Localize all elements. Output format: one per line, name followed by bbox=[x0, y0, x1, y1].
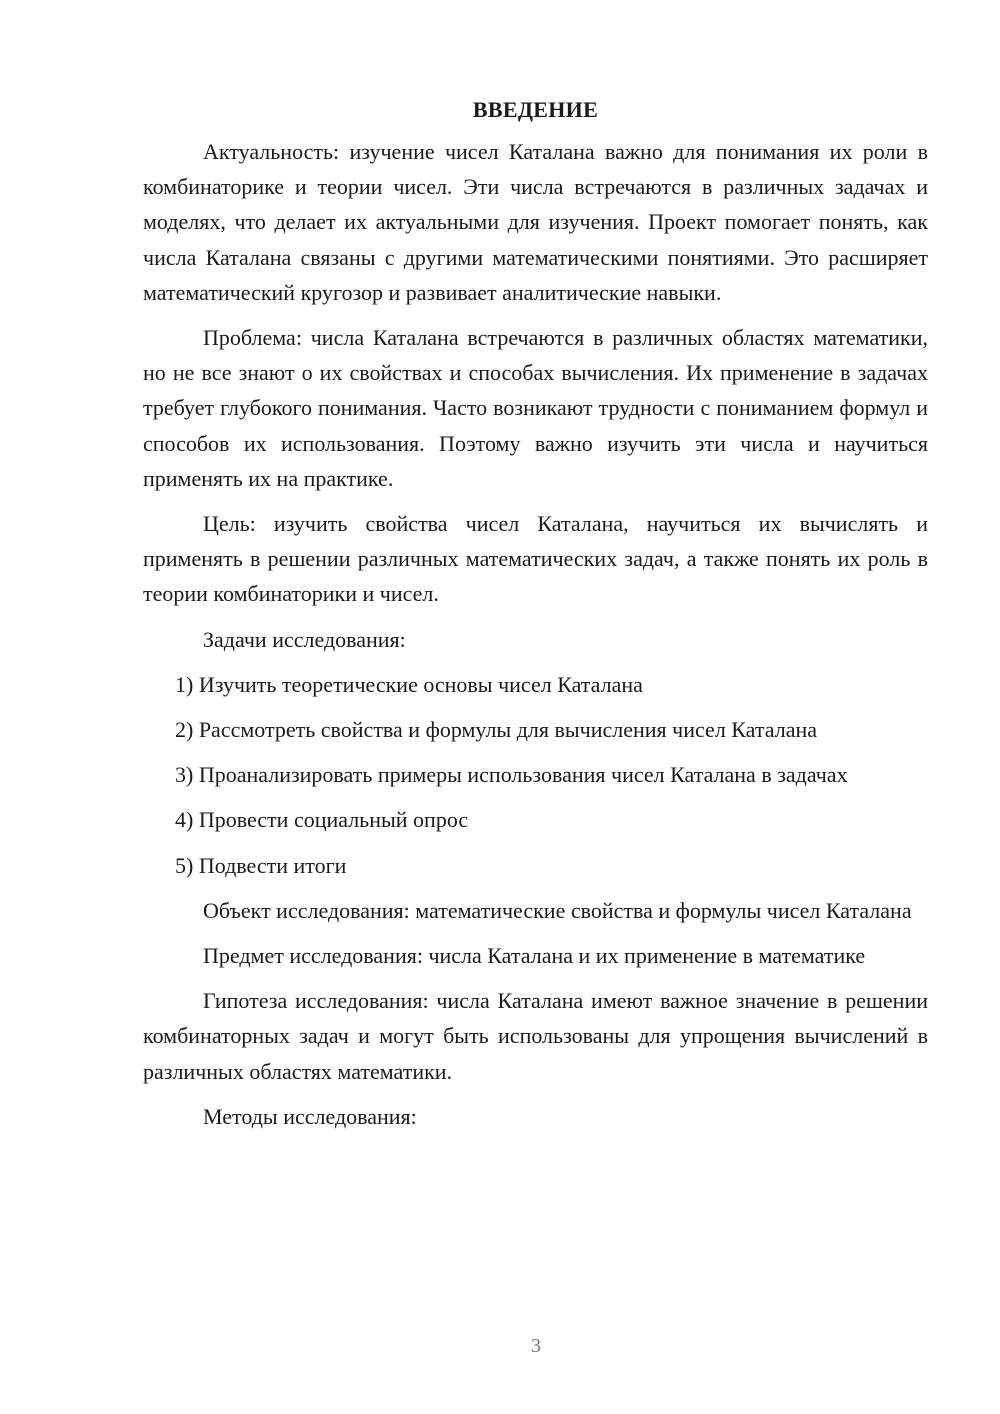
task-item: 5) Подвести итоги bbox=[175, 852, 347, 878]
hypothesis-paragraph: Гипотеза исследования: числа Каталана имеют важное значение в решении комбинаторных задач и могут быть использованы для упрощения вычислений в различных областях математики. bbox=[143, 988, 928, 1084]
task-item: 1) Изучить теоретические основы чисел Каталана bbox=[175, 671, 643, 697]
goal-paragraph: Цель: изучить свойства чисел Каталана, научиться их вычислять и применять в решении различных математических задач, а также понять их роль в теории комбинаторики и чисел. bbox=[143, 511, 928, 607]
methods-paragraph: Методы исследования: bbox=[203, 1103, 417, 1129]
task-item: 2) Рассмотреть свойства и формулы для вычисления чисел Каталана bbox=[175, 717, 817, 743]
problem-paragraph: Проблема: числа Каталана встречаются в различных областях математики, но не все знают о их свойствах и способах вычисления. Их применение в задачах требует глубокого понимания. Часто возникают трудности с пониманием формул и способов их использования. Поэтому важно изучить эти числа и научиться применять их на практике. bbox=[143, 325, 928, 491]
object-paragraph: Объект исследования: математические свойства и формулы чисел Каталана bbox=[203, 897, 912, 923]
subject-paragraph: Предмет исследования: числа Каталана и их применение в математике bbox=[203, 943, 866, 969]
page-heading: ВВЕДЕНИЕ bbox=[472, 97, 599, 122]
tasks-title: Задачи исследования: bbox=[203, 626, 406, 652]
document-page bbox=[143, 92, 928, 1144]
relevance-paragraph: Актуальность: изучение чисел Каталана важно для понимания их роли в комбинаторике и теории чисел. Эти числа встречаются в различных задачах и моделях, что делает их актуальными для изучения. Проект помогает понять, как числа Каталана связаны с другими математическими понятиями. Это расширяет математический кругозор и развивает аналитические навыки. bbox=[143, 139, 928, 305]
task-item: 4) Провести социальный опрос bbox=[175, 807, 469, 833]
task-item: 3) Проанализировать примеры использования чисел Каталана в задачах bbox=[175, 762, 848, 788]
page-number: 3 bbox=[531, 1335, 541, 1357]
